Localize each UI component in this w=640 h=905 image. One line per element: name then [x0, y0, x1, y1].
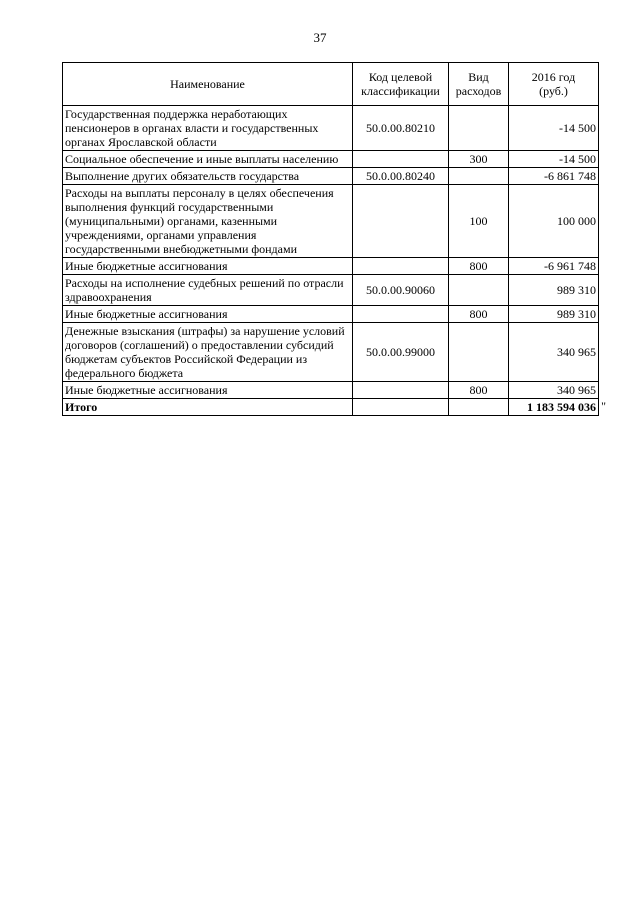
total-type-empty — [449, 399, 509, 416]
row-code: 50.0.00.80210 — [353, 106, 449, 151]
row-name: Денежные взыскания (штрафы) за нарушение условий договоров (соглашений) о предоставлении субсидий бюджетам субъектов Российской Федерации из федерального бюджета — [63, 323, 353, 382]
total-amount: 1 183 594 036 — [527, 400, 596, 414]
budget-table — [62, 62, 606, 416]
row-name: Государственная поддержка неработающих пенсионеров в органах власти и государственных органах Ярославской области — [63, 106, 353, 151]
table-row — [63, 185, 599, 258]
table-header-row — [63, 63, 599, 106]
row-amount: -6 861 748 — [509, 168, 599, 185]
row-name: Иные бюджетные ассигнования — [63, 382, 353, 399]
row-amount: -14 500 — [509, 151, 599, 168]
table-row — [63, 168, 599, 185]
row-code — [353, 258, 449, 275]
row-code — [353, 306, 449, 323]
row-code: 50.0.00.80240 — [353, 168, 449, 185]
row-name: Иные бюджетные ассигнования — [63, 306, 353, 323]
row-type: 300 — [449, 151, 509, 168]
row-name: Расходы на выплаты персоналу в целях обеспечения выполнения функций государственными (муниципальными) органами, казенными учреждениями, органами управления государственными внебюджетными фондами — [63, 185, 353, 258]
row-amount: 989 310 — [509, 275, 599, 306]
row-type — [449, 275, 509, 306]
table-row — [63, 275, 599, 306]
row-code: 50.0.00.90060 — [353, 275, 449, 306]
total-code-empty — [353, 399, 449, 416]
header-type-line1: Вид — [468, 70, 489, 84]
row-name: Иные бюджетные ассигнования — [63, 258, 353, 275]
header-type — [449, 63, 509, 106]
header-amount-line1: 2016 год — [531, 70, 576, 84]
closing-quote: " — [601, 399, 606, 413]
header-amount — [509, 63, 599, 106]
header-code-line2: классификации — [361, 84, 440, 98]
row-name: Выполнение других обязательств государства — [63, 168, 353, 185]
header-name-text: Наименование — [170, 77, 245, 91]
row-type — [449, 323, 509, 382]
table-row — [63, 106, 599, 151]
header-code — [353, 63, 449, 106]
row-type: 800 — [449, 382, 509, 399]
header-name — [63, 63, 353, 106]
row-name: Социальное обеспечение и иные выплаты населению — [63, 151, 353, 168]
row-type: 100 — [449, 185, 509, 258]
table-row — [63, 258, 599, 275]
total-row — [63, 399, 599, 416]
total-label: Итого — [63, 399, 353, 416]
row-type: 800 — [449, 258, 509, 275]
page-number: 37 — [313, 30, 327, 45]
row-amount: -14 500 — [509, 106, 599, 151]
table-row — [63, 323, 599, 382]
row-amount: 989 310 — [509, 306, 599, 323]
header-type-line2: расходов — [455, 84, 502, 98]
row-type — [449, 168, 509, 185]
row-code — [353, 151, 449, 168]
row-code: 50.0.00.99000 — [353, 323, 449, 382]
row-type — [449, 106, 509, 151]
row-amount: -6 961 748 — [509, 258, 599, 275]
header-amount-line2: (руб.) — [539, 84, 568, 98]
header-code-line1: Код целевой — [368, 70, 433, 84]
table-row — [63, 151, 599, 168]
row-amount: 340 965 — [509, 382, 599, 399]
row-name: Расходы на исполнение судебных решений по отрасли здравоохранения — [63, 275, 353, 306]
table-row — [63, 306, 599, 323]
table-row — [63, 382, 599, 399]
row-type: 800 — [449, 306, 509, 323]
row-amount: 100 000 — [509, 185, 599, 258]
total-amount-cell — [509, 399, 606, 416]
row-amount: 340 965 — [509, 323, 599, 382]
row-code — [353, 382, 449, 399]
row-code — [353, 185, 449, 258]
